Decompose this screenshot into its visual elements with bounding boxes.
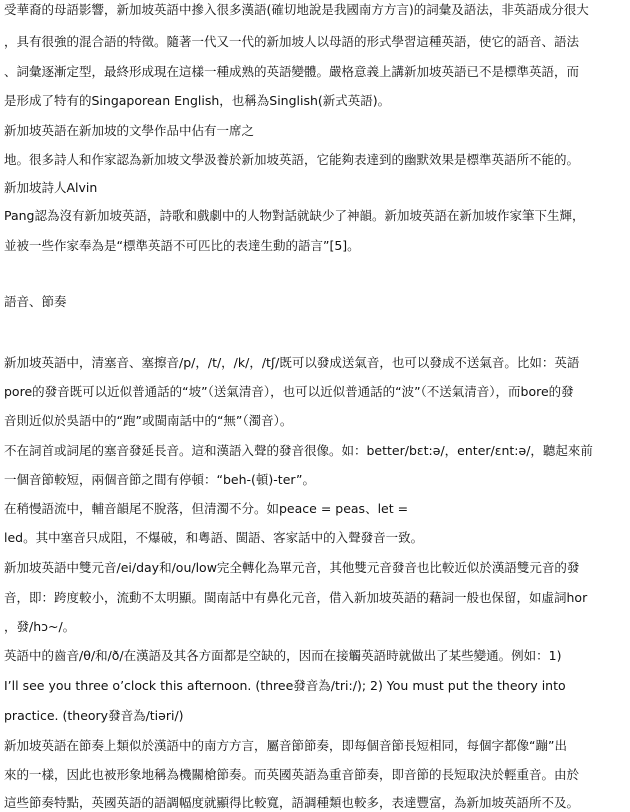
text-line: 一個音節較短，兩個音節之間有停頓：“beh-(頓)-ter”。 xyxy=(4,472,316,487)
text-line: led。其中塞音只成阻，不爆破，和粵語、閩語、客家話中的入聲發音一致。 xyxy=(4,530,424,545)
text-line: 不在詞首或詞尾的塞音發延長音。這和漢語入聲的發音很像。如：better/bɛt:ə/，enter/ɛnt:ə/，聽起來前 xyxy=(4,443,593,458)
text-line: 在稍慢語流中，輔音韻尾不脫落，但清濁不分。如peace = peas、let = xyxy=(4,501,409,516)
text-line: 新加坡英語中雙元音/ei/day和/ou/low完全轉化為單元音，其他雙元音發音也比較近似於漢語雙元音的發 xyxy=(4,560,580,575)
text-line: 新加坡英語在節奏上類似於漢語中的南方方言，屬音節節奏，即每個音節長短相同，每個字都像“蹦”出 xyxy=(4,738,567,753)
text-line: 音則近似於吳語中的“跑”或閩南話中的“無”（濁音）。 xyxy=(4,413,293,428)
text-line: 地。很多詩人和作家認為新加坡文學汲養於新加坡英語，它能夠表達到的幽默效果是標準英語所不能的。 xyxy=(4,152,580,167)
text-line: 、詞彙逐漸定型，最終形成現在這樣一種成熟的英語變體。嚴格意義上講新加坡英語已不是標準英語，而 xyxy=(4,64,580,79)
text-line: practice. (theory發音為/tiəri/) xyxy=(4,708,184,723)
text-line: 新加坡英語中，清塞音、塞擦音/p/，/t/，/k/，/tʃ/既可以發成送氣音，也可以發成不送氣音。比如：英語 xyxy=(4,355,580,370)
text-line: 這些節奏特點，英國英語的語調幅度就顯得比較寬，語調種類也較多，表達豐富，為新加坡英語所不及。 xyxy=(4,795,580,810)
text-line: ，具有很強的混合語的特徵。隨著一代又一代的新加坡人以母語的形式學習這種英語，使它的語音、語法 xyxy=(4,34,580,49)
section-heading: 語音、節奏 xyxy=(4,294,67,309)
text-line: Pang認為沒有新加坡英語，詩歌和戲劇中的人物對話就缺少了神韻。新加坡英語在新加坡作家筆下生輝， xyxy=(4,208,585,223)
text-line: pore的發音既可以近似普通話的“坡”（送氣清音），也可以近似普通話的“波”（不送氣清音），而bore的發 xyxy=(4,384,574,399)
text-line: 英語中的齒音/θ/和/ð/在漢語及其各方面都是空缺的，因而在接觸英語時就做出了某些變通。例如：1) xyxy=(4,648,562,663)
text-line: ，發/hɔ~/。 xyxy=(4,619,76,634)
text-line: 新加坡英語在新加坡的文學作品中佔有一席之 xyxy=(4,123,255,138)
text-line: 並被一些作家奉為是“標準英語不可匹比的表達生動的語言”[5]。 xyxy=(4,238,360,253)
text-line: 來的一樣，因此也被形象地稱為機關槍節奏。而英國英語為重音節奏，即音節的長短取決於輕重音。由於 xyxy=(4,767,580,782)
text-line: 音，即：跨度較小，流動不太明顯。閩南話中有鼻化元音，借入新加坡英語的藉詞一般也保留，如虛詞hor xyxy=(4,590,588,605)
text-line: 是形成了特有的Singaporean English，也稱為Singlish(新式英語)。 xyxy=(4,93,391,108)
text-line: 新加坡詩人Alvin xyxy=(4,180,98,195)
text-line: 受華裔的母語影響，新加坡英語中摻入很多漢語(確切地說是我國南方方言)的詞彙及語法，非英語成分很大 xyxy=(4,2,589,17)
text-line: I’ll see you three o’clock this afternoon. (three發音為/tri:/); 2) You must put the theory into xyxy=(4,678,566,693)
